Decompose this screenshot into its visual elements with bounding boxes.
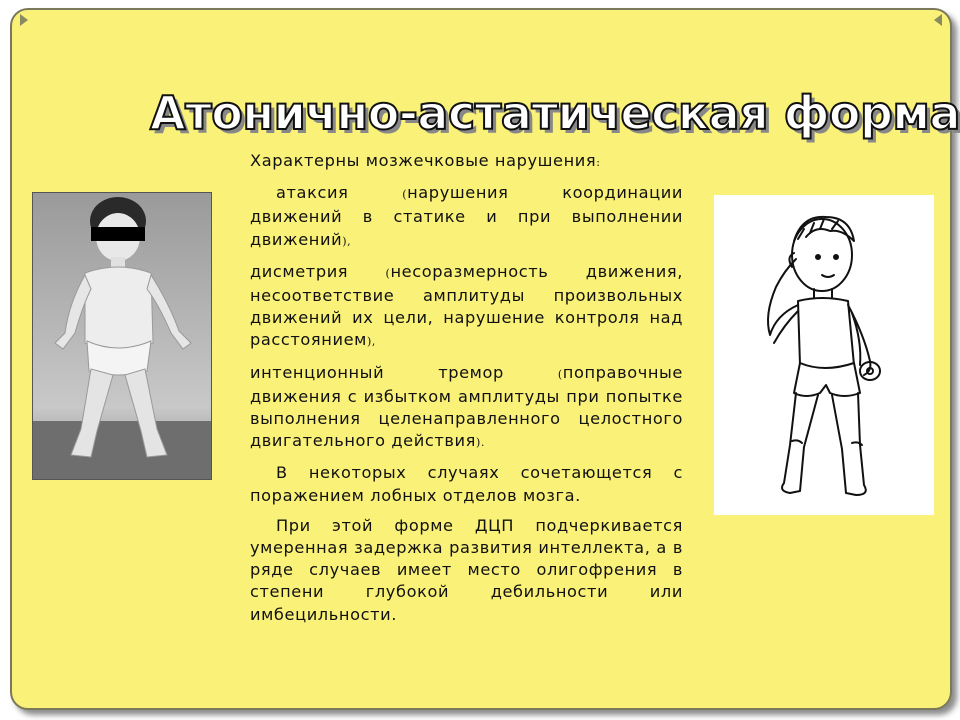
ataxia-close: ), — [342, 234, 352, 248]
child-drawing-image — [714, 195, 934, 515]
corner-arrow-left-icon — [20, 14, 28, 26]
child-photo-image — [33, 193, 211, 479]
slide-body — [250, 150, 683, 634]
tremor-close: ). — [476, 436, 485, 450]
frontal-text: В некоторых случаях сочетающется с поражением лобных отделов мозга — [250, 463, 683, 505]
dysmetria-open: ( — [385, 266, 391, 280]
tremor-paragraph — [250, 362, 683, 455]
intro-text: Характерны мозжечковые нарушения — [250, 151, 597, 170]
dysmetria-term: дисметрия — [250, 261, 386, 281]
tremor-open: ( — [557, 367, 563, 381]
child-photo — [32, 192, 212, 480]
frontal-paragraph — [250, 462, 683, 506]
dysmetria-paragraph — [250, 261, 683, 354]
dysmetria-desc: несоразмерность движения, несоответствие амплитуды произвольных движений их цели, нарушение контроля над расстоянием — [250, 261, 683, 350]
corner-arrow-right-icon — [934, 14, 942, 26]
intellect-paragraph — [250, 515, 683, 626]
ataxia-term: атаксия — [276, 183, 403, 203]
tremor-term: интенционный тремор — [250, 362, 558, 382]
ataxia-desc: нарушения координации движений в статике и при выполнении движений — [250, 183, 683, 249]
intro-colon: : — [596, 156, 601, 169]
child-drawing — [714, 195, 934, 515]
dysmetria-close: ), — [366, 335, 376, 349]
intellect-text: При этой форме ДЦП подчеркивается умеренная задержка развития интеллекта, а в ряде случаев имеет место олигофрения в степени глубокой дебильности или имбецильности — [250, 515, 683, 624]
ataxia-open: ( — [402, 188, 408, 202]
intro-paragraph — [250, 150, 683, 174]
slide-title: Атонично-астатическая форма — [150, 86, 960, 140]
intellect-end: . — [391, 604, 397, 624]
ataxia-paragraph — [250, 182, 683, 253]
tremor-desc: поправочные движения с избытком амплитуды при попытке выполнения целенаправленного целостного двигательного действия — [250, 362, 683, 451]
frontal-end: . — [575, 485, 581, 505]
